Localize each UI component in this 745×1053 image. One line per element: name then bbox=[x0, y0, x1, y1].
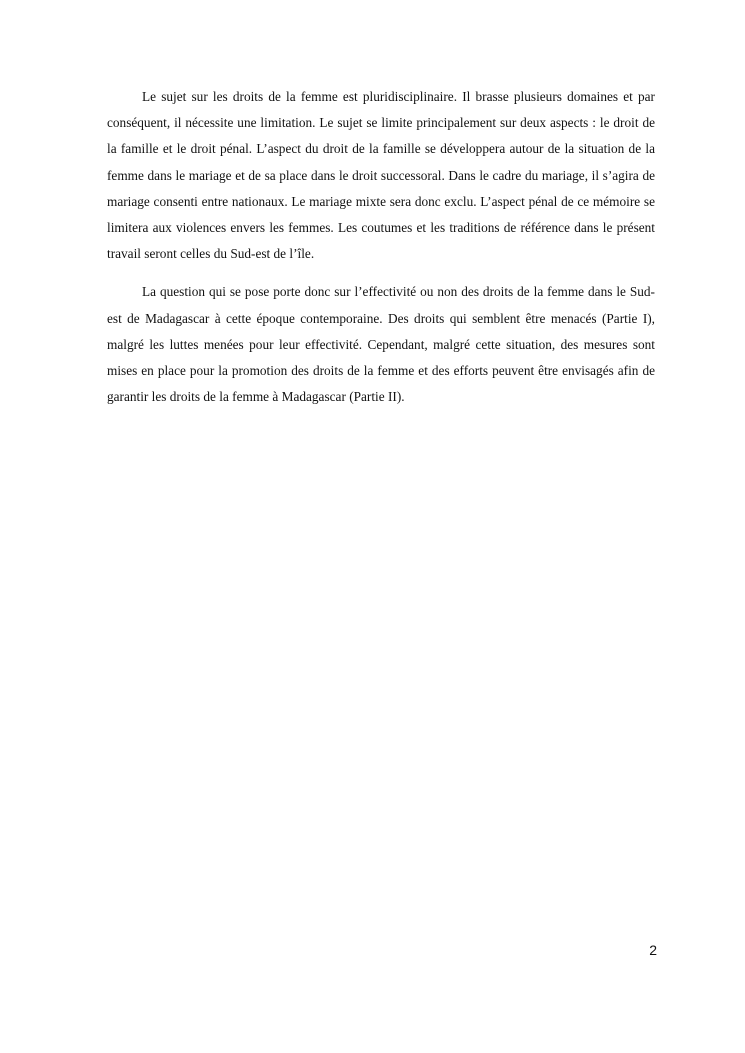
page-number: 2 bbox=[649, 942, 657, 958]
paragraph-scope: Le sujet sur les droits de la femme est pluridisciplinaire. Il brasse plusieurs domaines et par conséquent, il nécessite une limitation. Le sujet se limite principalement sur deux aspects : le droit de la famille et le droit pénal. L’aspect du droit de la famille se développera autour de la situation de la femme dans le mariage et de sa place dans le droit successoral. Dans le cadre du mariage, il s’agira de mariage consenti entre nationaux. Le mariage mixte sera donc exclu. L’aspect pénal de ce mémoire se limitera aux violences envers les femmes. Les coutumes et les traditions de référence dans le présent travail seront celles du Sud-est de l’île. bbox=[107, 89, 655, 262]
paragraph-research-question: La question qui se pose porte donc sur l’effectivité ou non des droits de la femme dans le Sud-est de Madagascar à cette époque contemporaine. Des droits qui semblent être menacés (Partie I), malgré les luttes menées pour leur effectivité. Cependant, malgré cette situation, des mesures sont mises en place pour la promotion des droits de la femme et des efforts peuvent être envisagés afin de garantir les droits de la femme à Madagascar (Partie II). bbox=[107, 284, 655, 405]
body-text bbox=[107, 84, 655, 410]
